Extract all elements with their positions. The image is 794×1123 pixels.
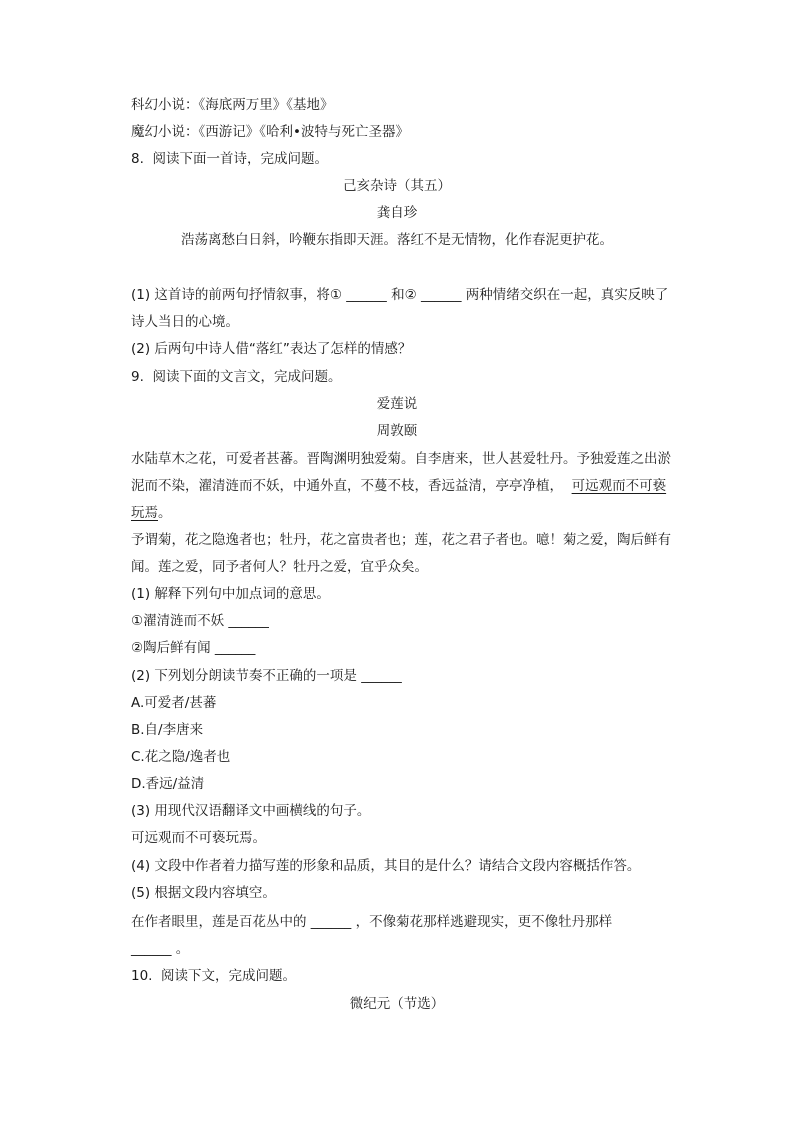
scifi-novels-line: 科幻小说：《海底两万里》《基地》 <box>131 97 334 113</box>
underlined-sentence-end: 玩焉 <box>131 505 158 521</box>
q9-sub3-sentence: 可远观而不可亵玩焉。 <box>131 830 266 846</box>
essay-title: 爱莲说 <box>376 396 418 412</box>
q9-sub2: (2) 下列划分朗读节奏不正确的一项是 ______ <box>131 668 402 684</box>
essay-para2-line1: 予谓菊，花之隐逸者也；牡丹，花之富贵者也；莲，花之君子者也。噫！菊之爱，陶后鲜有 <box>131 532 671 548</box>
poem-text: 浩荡离愁白日斜，吟鞭东指即天涯。落红不是无情物，化作春泥更护花。 <box>181 232 613 248</box>
option-d: D.香远/益清 <box>131 776 205 792</box>
q9-sub4: (4) 文段中作者着力描写莲的形象和品质，其目的是什么？请结合文段内容概括作答。 <box>131 858 641 874</box>
sentence-period: 。 <box>158 505 172 521</box>
question-10-heading: 10. 阅读下文，完成问题。 <box>131 968 297 984</box>
option-a: A.可爱者/甚蕃 <box>131 695 217 711</box>
q8-sub1-line2: 诗人当日的心境。 <box>131 314 239 330</box>
essay-para1-line2 <box>131 478 666 494</box>
q8-sub1-line1: (1) 这首诗的前两句抒情叙事，将① ______ 和② ______ 两种情绪交织在一起，真实反映了 <box>131 287 669 303</box>
option-b: B.自/李唐来 <box>131 722 204 738</box>
q9-sub1-item1: ①濯清涟而不妖 ______ <box>131 613 269 629</box>
poem-author: 龚自珍 <box>376 205 418 221</box>
essay-para1-line3 <box>131 505 172 521</box>
question-8-heading: 8. 阅读下面一首诗，完成问题。 <box>131 151 328 167</box>
question-9-heading: 9. 阅读下面的文言文，完成问题。 <box>131 369 342 385</box>
poem-title: 己亥杂诗（其五） <box>343 178 451 194</box>
essay-para1-line1: 水陆草木之花，可爱者甚蕃。晋陶渊明独爱菊。自李唐来，世人甚爱牡丹。予独爱莲之出淤 <box>131 451 671 467</box>
q9-sub5-line2: ______ 。 <box>131 941 190 957</box>
underlined-sentence: 可远观而不可亵 <box>571 478 667 494</box>
fantasy-novels-line: 魔幻小说：《西游记》《哈利•波特与死亡圣器》 <box>131 124 409 140</box>
q9-sub5-line1: 在作者眼里，莲是百花丛中的 ______ ，不像菊花那样逃避现实，更不像牡丹那样 <box>131 914 613 930</box>
essay-para2-line2: 闻。莲之爱，同予者何人？牡丹之爱，宜乎众矣。 <box>131 559 428 575</box>
q9-sub1: (1) 解释下列句中加点词的意思。 <box>131 586 330 602</box>
q9-sub1-item2: ②陶后鲜有闻 ______ <box>131 640 256 656</box>
q8-sub2: (2) 后两句中诗人借“落红”表达了怎样的情感？ <box>131 341 412 357</box>
story-title: 微纪元（节选） <box>349 996 445 1012</box>
essay-text: 泥而不染，濯清涟而不妖，中通外直，不蔓不枝，香远益清，亭亭净植， <box>131 478 572 494</box>
q9-sub5: (5) 根据文段内容填空。 <box>131 885 276 901</box>
q9-sub3: (3) 用现代汉语翻译文中画横线的句子。 <box>131 803 371 819</box>
option-c: C.花之隐/逸者也 <box>131 749 231 765</box>
essay-author: 周敦颐 <box>376 423 418 439</box>
